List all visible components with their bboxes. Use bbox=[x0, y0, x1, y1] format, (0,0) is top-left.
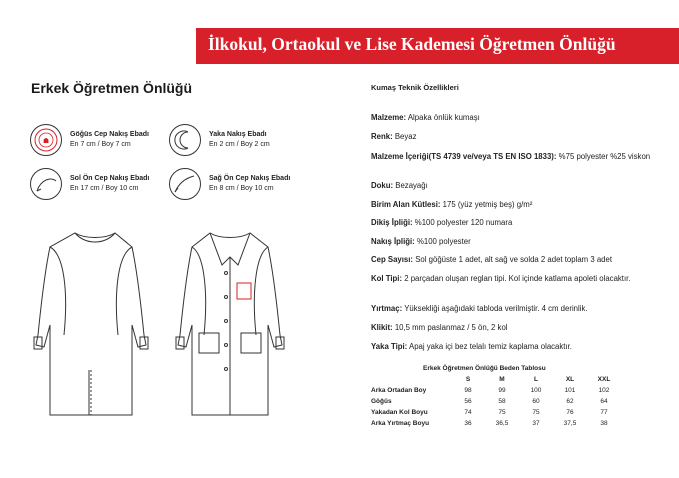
page-title: Erkek Öğretmen Önlüğü bbox=[31, 80, 193, 96]
size-table-title: Erkek Öğretmen Önlüğü Beden Tablosu bbox=[423, 365, 546, 372]
embroidery-dims: En 7 cm / Boy 7 cm bbox=[70, 141, 131, 148]
table-row: Arka Yırtmaç Boyu 36 36,5 37 37,5 38 bbox=[371, 420, 608, 427]
spec-row: Malzeme: Alpaka önlük kumaşı bbox=[371, 113, 480, 122]
embroidery-dims: En 8 cm / Boy 10 cm bbox=[209, 185, 274, 192]
right-pocket-curve-icon bbox=[169, 168, 201, 200]
embroidery-name: Göğüs Cep Nakış Ebadı bbox=[70, 131, 149, 138]
spec-row: Malzeme İçeriği(TS 4739 ve/veya TS EN ISO 1833): %75 polyester %25 viskon bbox=[371, 152, 651, 161]
spec-row: Klikit: 10,5 mm paslanmaz / 5 ön, 2 kol bbox=[371, 323, 508, 332]
spec-heading: Kumaş Teknik Özellikleri bbox=[371, 83, 459, 92]
banner-title: İlkokul, Ortaokul ve Lise Kademesi Öğretmen Önlüğü bbox=[208, 34, 616, 54]
embroidery-dims: En 2 cm / Boy 2 cm bbox=[209, 141, 270, 148]
spec-row: Dikiş İpliği: %100 polyester 120 numara bbox=[371, 218, 513, 227]
crescent-moon-icon bbox=[169, 124, 201, 156]
header-banner bbox=[196, 28, 679, 64]
spec-row: Birim Alan Kütlesi: 175 (yüz yetmiş beş) g/m² bbox=[371, 200, 533, 209]
embroidery-name: Sol Ön Cep Nakış Ebadı bbox=[70, 175, 150, 182]
table-row: Yakadan Kol Boyu 74 75 75 76 77 bbox=[371, 409, 608, 416]
embroidery-name: Yaka Nakış Ebadı bbox=[209, 131, 267, 138]
spec-row: Kol Tipi: 2 parçadan oluşan reglan tipi. Kol içinde katlama apoleti olacaktır. bbox=[371, 274, 631, 283]
size-table bbox=[371, 374, 621, 429]
table-row: Göğüs 56 58 60 62 64 bbox=[371, 398, 608, 405]
spec-row: Renk: Beyaz bbox=[371, 132, 417, 141]
svg-text:☗: ☗ bbox=[42, 137, 50, 145]
chest-emblem-icon bbox=[30, 124, 62, 156]
coat-technical-drawing bbox=[20, 225, 290, 425]
embroidery-name: Sağ Ön Cep Nakış Ebadı bbox=[209, 175, 291, 182]
spec-row: Doku: Bezayağı bbox=[371, 181, 428, 190]
coat-back-view bbox=[34, 233, 148, 415]
spec-row: Yaka Tipi: Apaj yaka içi bez telalı temiz kaplama olacaktır. bbox=[371, 342, 572, 351]
coat-front-view bbox=[176, 233, 284, 415]
spec-row: Yırtmaç: Yüksekliği aşağıdaki tabloda verilmiştir. 4 cm derinlik. bbox=[371, 304, 588, 313]
spec-row: Cep Sayısı: Sol göğüste 1 adet, alt sağ ve solda 2 adet toplam 3 adet bbox=[371, 255, 613, 264]
table-header-row: S M L XL XXL bbox=[465, 376, 611, 383]
embroidery-dims: En 17 cm / Boy 10 cm bbox=[70, 185, 139, 192]
left-pocket-curve-icon bbox=[30, 168, 62, 200]
spec-row: Nakış İpliği: %100 polyester bbox=[371, 237, 471, 246]
table-row: Arka Ortadan Boy 98 99 100 101 102 bbox=[371, 387, 610, 394]
